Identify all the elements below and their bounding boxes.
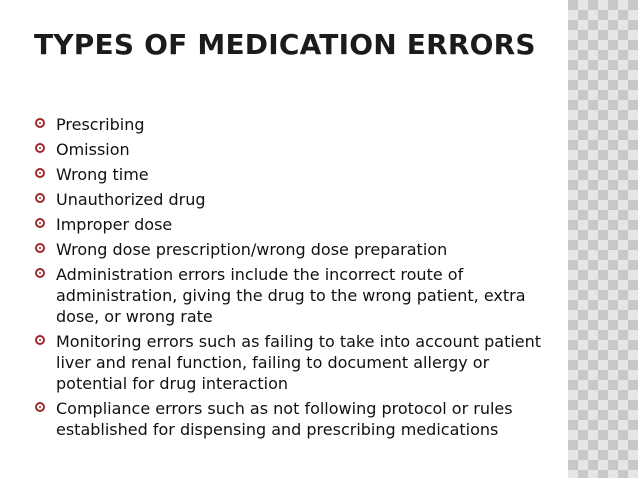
circled-dot-icon bbox=[35, 168, 45, 178]
list-item-text: Prescribing bbox=[56, 115, 145, 134]
circled-dot-icon bbox=[35, 243, 45, 253]
list-item-text: Monitoring errors such as failing to take into account patient liver and renal function, failing to document allergy or potential for drug interaction bbox=[56, 332, 542, 393]
list-item-text: Wrong time bbox=[56, 165, 149, 184]
list-item bbox=[34, 164, 544, 185]
list-item bbox=[34, 239, 544, 260]
circled-dot-icon bbox=[35, 143, 45, 153]
circled-dot-icon bbox=[35, 193, 45, 203]
slide-title: TYPES OF MEDICATION ERRORS bbox=[34, 28, 536, 61]
list-item bbox=[34, 139, 544, 160]
list-item-text: Unauthorized drug bbox=[56, 190, 206, 209]
list-item bbox=[34, 331, 544, 394]
list-item-text: Compliance errors such as not following protocol or rules established for dispensing and prescribing medications bbox=[56, 399, 513, 439]
list-item bbox=[34, 264, 544, 327]
list-item-text: Wrong dose prescription/wrong dose preparation bbox=[56, 240, 448, 259]
list-item bbox=[34, 114, 544, 135]
circled-dot-icon bbox=[35, 218, 45, 228]
list-item bbox=[34, 214, 544, 235]
list-item bbox=[34, 398, 544, 440]
list-item-text: Omission bbox=[56, 140, 130, 159]
decorative-side-panel bbox=[568, 0, 638, 478]
list-item-text: Administration errors include the incorrect route of administration, giving the drug to the wrong patient, extra dose, or wrong rate bbox=[56, 265, 526, 326]
circled-dot-icon bbox=[35, 118, 45, 128]
list-item bbox=[34, 189, 544, 210]
circled-dot-icon bbox=[35, 268, 45, 278]
circled-dot-icon bbox=[35, 335, 45, 345]
bullet-list bbox=[34, 114, 544, 444]
circled-dot-icon bbox=[35, 402, 45, 412]
list-item-text: Improper dose bbox=[56, 215, 173, 234]
